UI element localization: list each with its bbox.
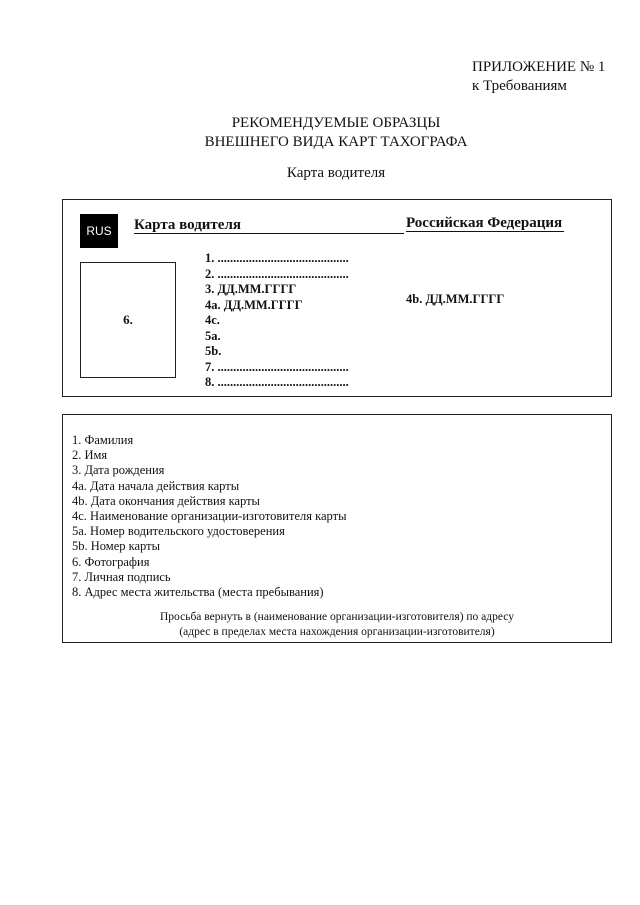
card-title-underline: [134, 233, 404, 234]
appendix-reference: к Требованиям: [472, 78, 567, 94]
country-code-badge: RUS: [80, 214, 118, 248]
field-3: 3. ДД.ММ.ГГГГ: [205, 282, 297, 296]
field-5b: 5b.: [205, 344, 222, 358]
field-legend: [72, 433, 347, 600]
card-country-underline: [406, 231, 564, 232]
appendix-label: [472, 58, 605, 96]
field-4c: 4c.: [205, 313, 220, 327]
legend-item: 2. Имя: [72, 448, 108, 463]
page-title-line2: ВНЕШНЕГО ВИДА КАРТ ТАХОГРАФА: [204, 134, 468, 150]
card-country: Российская Федерация: [406, 215, 563, 231]
field-4b: 4b. ДД.ММ.ГГГГ: [406, 292, 505, 306]
legend-item: 3. Дата рождения: [72, 463, 165, 478]
field-7: 7. ..........................................: [205, 359, 349, 374]
photo-label: 6.: [123, 312, 133, 327]
legend-item: 4b. Дата окончания действия карты: [72, 493, 260, 508]
legend-item: 5a. Номер водительского удостоверения: [72, 524, 285, 539]
field-8: 8. ..........................................: [205, 375, 349, 389]
return-note-line1: Просьба вернуть в (наименование организации-изготовителя) по адресу: [160, 611, 514, 623]
legend-item: 6. Фотография: [72, 554, 150, 569]
page-title-line1: РЕКОМЕНДУЕМЫЕ ОБРАЗЦЫ: [231, 115, 441, 131]
card-field-list: [205, 251, 349, 391]
appendix-number: ПРИЛОЖЕНИЕ № 1: [472, 59, 606, 75]
photo-placeholder: [80, 262, 176, 378]
legend-item: 1. Фамилия: [72, 433, 134, 447]
return-note-line2: (адрес в пределах места нахождения организации-изготовителя): [179, 626, 495, 638]
card-title: Карта водителя: [134, 217, 241, 233]
return-note: [62, 610, 612, 640]
page-subtitle: Карта водителя: [286, 165, 386, 181]
legend-item: 5b. Номер карты: [72, 539, 161, 554]
field-1: 1. ..........................................: [205, 251, 349, 265]
field-5a: 5a.: [205, 328, 221, 343]
field-4a: 4a. ДД.ММ.ГГГГ: [205, 297, 303, 312]
field-2: 2. ..........................................: [205, 266, 349, 281]
legend-item: 4c. Наименование организации-изготовителя карты: [72, 509, 347, 524]
legend-item: 8. Адрес места жительства (места пребывания): [72, 585, 324, 600]
legend-item: 7. Личная подпись: [72, 569, 171, 584]
page-title: [0, 114, 640, 152]
legend-item: 4a. Дата начала действия карты: [72, 478, 240, 493]
